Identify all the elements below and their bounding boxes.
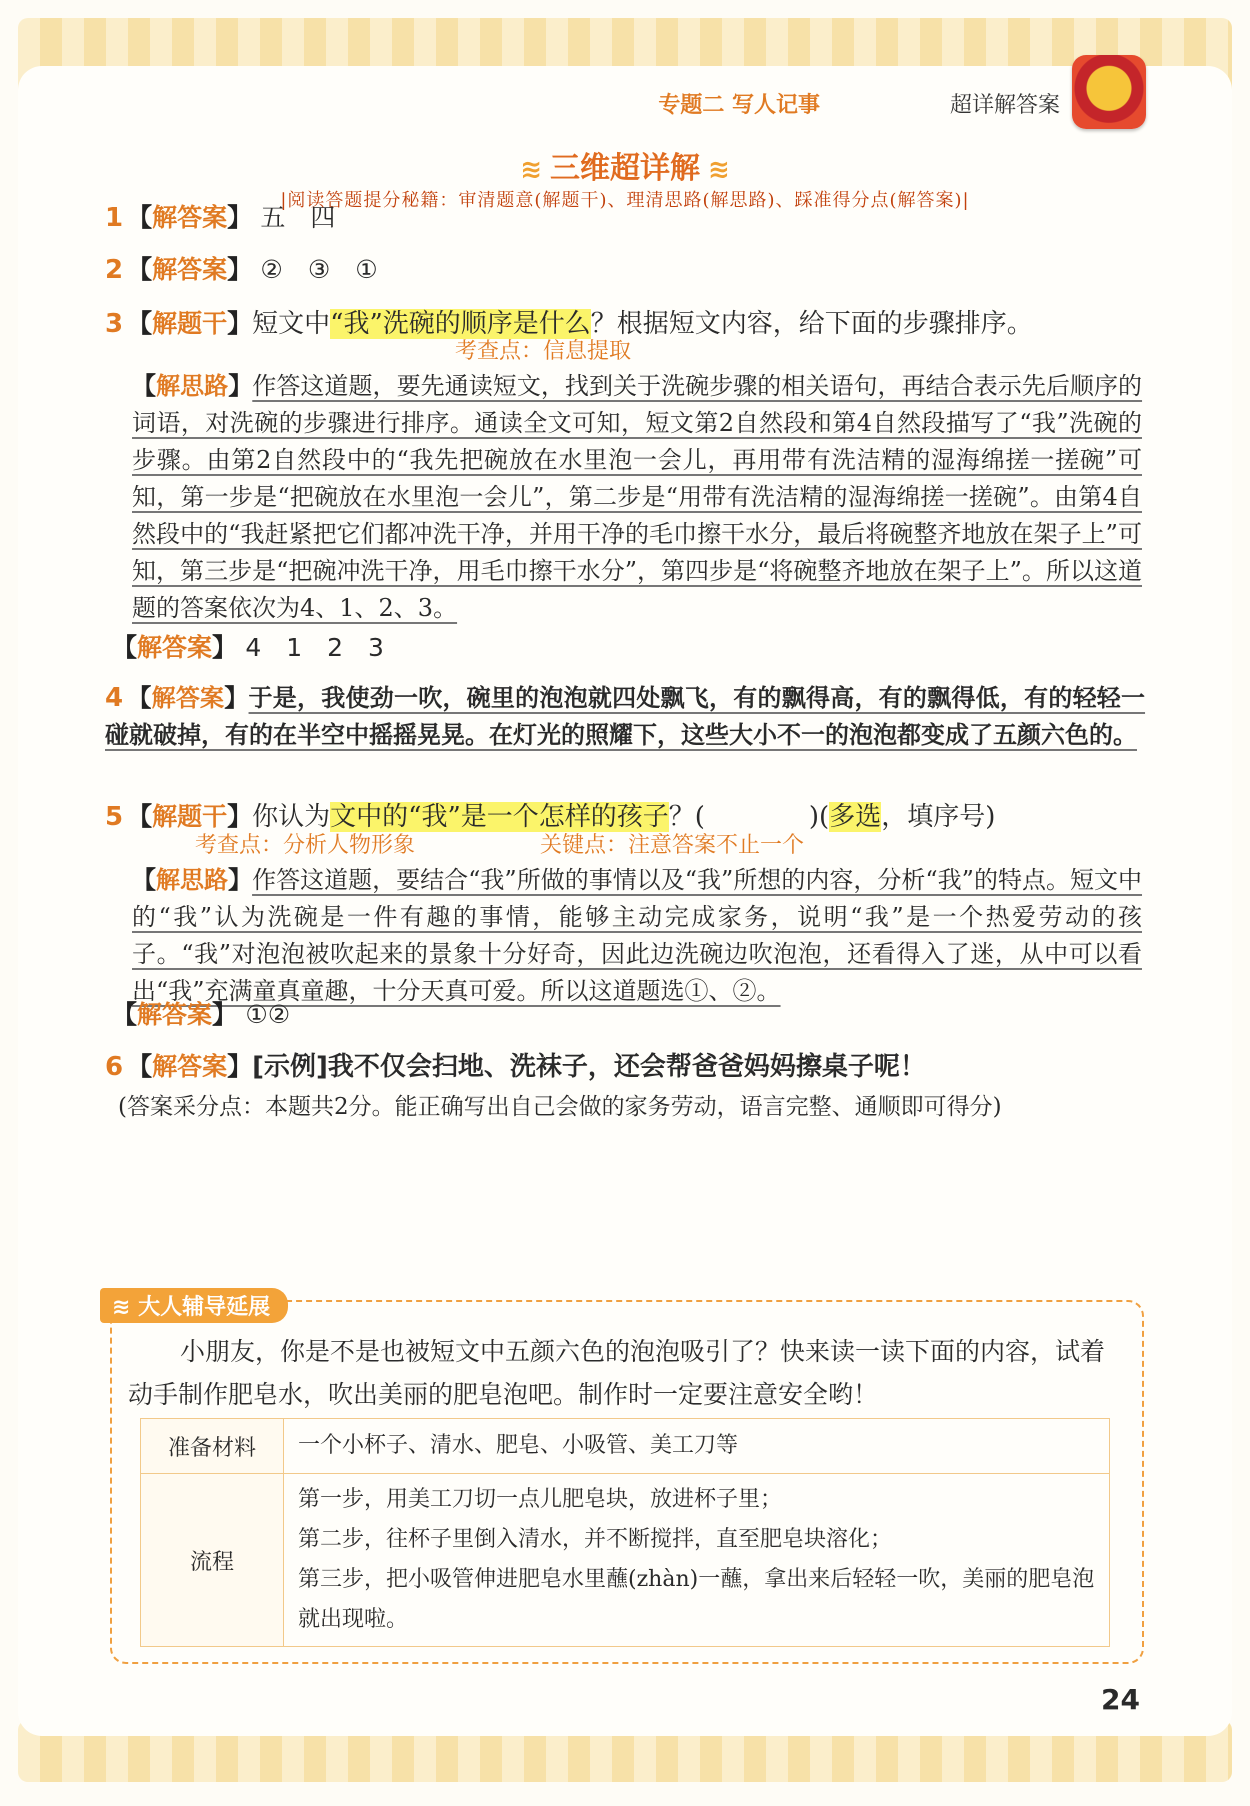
process-header: 流程 (141, 1474, 284, 1647)
page-title: ≋ 三维超详解 ≋ (0, 143, 1250, 187)
q3-answer-row: 【解答案】 4 1 2 3 (112, 633, 384, 662)
process-cell (284, 1474, 1110, 1647)
q5-note-1: 考查点：分析人物形象 (195, 833, 416, 858)
q5-answer-row: 【解答案】 ①② (112, 1000, 291, 1029)
header-subtitle: 超详解答案 (949, 93, 1060, 118)
question-4: 4 【解答案】于是，我使劲一吹，碗里的泡泡就四处飘飞，有的飘得高，有的飘得低，有的轻轻一碰就破掉，有的在半空中摇摇晃晃。在灯光的照耀下，这些大小不一的泡泡都变成了五颜六色的。 (105, 683, 1146, 749)
step-item: 第三步，把小吸管伸进肥皂水里蘸(zhàn)一蘸，拿出来后轻轻一吹，美丽的肥皂泡就出现啦。 (298, 1567, 1095, 1632)
q3-highlight: “我”洗碗的顺序是什么 (330, 309, 591, 339)
step-item: 第一步，用美工刀切一点儿肥皂块，放进杯子里； (298, 1487, 783, 1512)
table-row (141, 1419, 1110, 1474)
question-1: 1 【解答案】 五 四 (105, 203, 336, 233)
q6-answer: [示例]我不仅会扫地、洗袜子，还会帮爸爸妈妈擦桌子呢！ (252, 1052, 926, 1082)
tip-line: |阅读答题提分秘籍：审清题意(解题干)、理清思路(解思路)、踩准得分点(解答案)| (280, 190, 970, 211)
q5-think: 【解思路】作答这道题，要结合“我”所做的事情以及“我”所想的内容，分析“我”的特点。短文中的“我”认为洗碗是一件有趣的事情，能够主动完成家务，说明“我”是一个热爱劳动的孩子。“我”对泡泡被吹起来的景象十分好奇，因此边洗碗边吹泡泡，还看得入了迷，从中可以看出“我”充满童真童趣，十分天真可爱。所以这道题选①、②。 (132, 866, 1143, 1005)
q2-answer: ② ③ ① (260, 255, 378, 284)
table-row (141, 1474, 1110, 1647)
procedure-table (140, 1418, 1110, 1647)
step-item: 第二步，往杯子里倒入清水，并不断搅拌，直至肥皂块溶化； (298, 1527, 893, 1552)
q3-answer: 4 1 2 3 (245, 633, 384, 662)
question-5-stem: 5 【解题干】你认为文中的“我”是一个怎样的孩子？( )(多选，填序号) (105, 802, 996, 832)
q1-answer: 五 四 (260, 203, 336, 232)
page-number: 24 (1101, 1683, 1140, 1716)
extension-text: 小朋友，你是不是也被短文中五颜六色的泡泡吸引了？快来读一读下面的内容，试着动手制作肥皂水，吹出美丽的肥皂泡吧。制作时一定要注意安全哟！ (128, 1337, 1106, 1409)
extension-label: ≋ 大人辅导延展 (100, 1288, 288, 1323)
q5-note-2: 关键点：注意答案不止一个 (540, 833, 805, 858)
q3-note: 考查点：信息提取 (455, 339, 632, 364)
brand-logo (1072, 55, 1146, 129)
q3-think: 【解思路】作答这道题，要先通读短文，找到关于洗碗步骤的相关语句，再结合表示先后顺序的词语，对洗碗的步骤进行排序。通读全文可知，短文第2自然段和第4自然段描写了“我”洗碗的步骤。由第2自然段中的“我先把碗放在水里泡一会儿，再用带有洗洁精的湿海绵搓一搓碗”可知，第一步是“把碗放在水里泡一会儿”，第二步是“用带有洗洁精的湿海绵搓一搓碗”。由第4自然段中的“我赶紧把它们都冲洗干净，并用干净的毛巾擦干水分，最后将碗整齐地放在架子上”可知，第三步是“把碗冲洗干净，用毛巾擦干水分”，第四步是“将碗整齐地放在架子上”。所以这道题的答案依次为4、1、2、3。 (132, 372, 1143, 622)
header-section: 专题二 写人记事 (658, 93, 820, 118)
materials-header: 准备材料 (141, 1419, 284, 1474)
question-6: 6 【解答案】[示例]我不仅会扫地、洗袜子，还会帮爸爸妈妈擦桌子呢！ (105, 1052, 926, 1082)
materials-cell: 一个小杯子、清水、肥皂、小吸管、美工刀等 (284, 1419, 1110, 1474)
q5-answer: ①② (245, 1000, 291, 1029)
question-3-stem: 3 【解题干】短文中“我”洗碗的顺序是什么？根据短文内容，给下面的步骤排序。 (105, 309, 1033, 339)
q6-scoring: (答案采分点：本题共2分。能正确写出自己会做的家务劳动，语言完整、通顺即可得分) (118, 1094, 1002, 1120)
question-2: 2 【解答案】 ② ③ ① (105, 255, 378, 285)
wave-icon-left: ≋ (520, 155, 542, 185)
q4-answer: 于是，我使劲一吹，碗里的泡泡就四处飘飞，有的飘得高，有的飘得低，有的轻轻一碰就破掉，有的在半空中摇摇晃晃。在灯光的照耀下，这些大小不一的泡泡都变成了五颜六色的。 (105, 684, 1146, 749)
wave-icon-right: ≋ (708, 155, 730, 185)
